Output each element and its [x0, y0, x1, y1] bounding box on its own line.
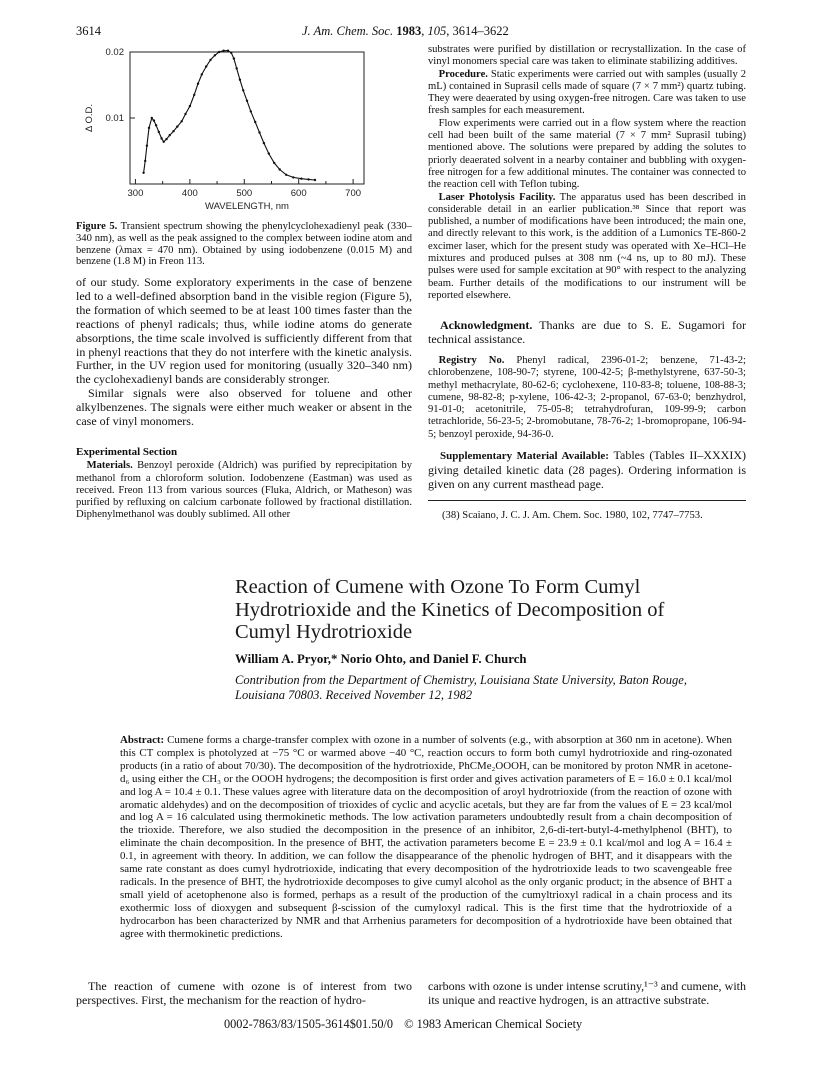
plot-frame — [130, 52, 364, 184]
abstract-text: Cumene forms a charge-transfer complex with ozone in a number of solvents (e.g., with absorption at 360 nm in acetone). When this CT complex is photolyzed at −75 °C or warmed above −40 °C, reaction occurs to form both cumyl hydrotrioxide and ring-ozonated products (in a ratio of about 70/30). The decomposition of the hydrotrioxide, PhCMe₂OOOH, can be monitored by proton NMR in acetone-d₆ using either the CH₃ or the OOOH hydrogens; the decomposition is first order and gives activation parameters of E = 16.0 ± 0.1 kcal/mol and log A = 10.4 ± 0.1. These values agree with literature data on the decomposition of aroyl hydrotrioxide (from the reaction of ozone with aromatic aldehydes) and on the decomposition of trioxides of cyclic and acyclic acetals, but they are far from the values of E = 23 kcal/mol and log A = 16 calculated using thermokinetic methods. The low activation parameters undoubtedly result from a chain decomposition of the trioxide. Therefore, we also studied the decomposition in the presence of an inhibitor, 2,6-di-tert-butyl-4-methylphenol (BHT), to eliminate the chain decomposition. In the presence of BHT, the activation parameters become E = 23.9 ± 0.1 kcal/mol and log A = 16.4 ± 0.1, in agreement with theory. In addition, we can follow the disappearance of the phenolic hydrogen of BHT, and it disappears with the same rate constant as does cumyl hydrotrioxide, indicating that every decomposition of the hydrotrioxide leads to two scavengeable free radicals. In the presence of BHT, the hydrotrioxide decomposes to give cumyl alcohol as the only organic product; in the absence of BHT a small yield of acetophenone also is formed, perhaps as a result of the production of the cumyltrioxyl radical in a chain process and its exothermic loss of dioxygen and subsequent β-scission of the cumyloxyl radical. This is the first time that the hydrotrioxide of a hydrocarbon has been characterized by NMR and that Arrhenius parameters for decomposition of a hydrotrioxide have been obtained that agree with thermokinetic predictions. — [120, 734, 732, 940]
data-point — [242, 89, 244, 91]
data-point — [246, 100, 248, 102]
data-point — [314, 179, 316, 181]
acknowledgment — [428, 319, 746, 347]
data-point — [155, 124, 157, 126]
section-heading: Experimental Section — [76, 446, 178, 458]
data-point — [285, 174, 287, 176]
article-title: Reaction of Cumene with Ozone To Form Cumyl Hydrotrioxide and the Kinetics of Decomposition of Cumyl Hydrotrioxide — [235, 576, 665, 643]
data-point — [197, 83, 199, 85]
data-point — [142, 172, 144, 174]
journal-pages: 3614–3622 — [452, 24, 509, 38]
procedure-text: Static experiments were carried out with samples (usually 2 mL) contained in Suprasil cells made of square (7 × 7 mm²) quartz tubing. They were deaerated by using oxygen-free nitrogen. Care was taken to use fresh samples for each measurement. — [428, 68, 746, 117]
data-point — [172, 130, 174, 132]
page-number: 3614 — [76, 24, 101, 38]
paragraph: substrates were purified by distillation or recrystallization. In the case of vinyl monomers special care was taken to eliminate stabilizing additives. — [428, 44, 746, 68]
footer-code: 0002-7863/83/1505-3614$01.50/0 — [224, 1017, 394, 1031]
ack-text: Thanks are due to S. E. Sugamori for technical assistance. — [428, 318, 746, 346]
supp-text: Tables (Tables II–XXXIX) giving detailed kinetic data (28 pages). Ordering information is given on any current masthead page. — [428, 448, 746, 491]
laser-text: The apparatus used has been described in considerable detail in an earlier publication.³⁸ Since that report was published, a number of modifications have been introduced; the main one, and directly relevant to this work, is the addition of a Lumonics TE-860-2 excimer laser, which for the present study was operated with Xe–HCl–He mixtures and produced pulses at 308 nm (~4 ns, up to 80 mJ). These pulses were used for sample excitation at 90° with respect to the analyzing beam. Further details of the modifications to our instrument will be reported elsewhere. — [428, 191, 746, 301]
data-point — [263, 142, 265, 144]
left-column-body — [76, 276, 412, 429]
data-point — [236, 67, 238, 69]
data-point — [163, 141, 165, 143]
data-point — [169, 134, 171, 136]
data-point — [250, 110, 252, 112]
article-authors: William A. Pryor,* Norio Ohto, and Daniel F. Church — [235, 652, 527, 666]
y-axis-label: Δ O.D. — [84, 104, 95, 132]
paragraph: of our study. Some exploratory experiments in the case of benzene led to a well-defined absorption band in the visible region (Figure 5), the formation of which seemed to be at least 100 times faster than the reactions of phenyl radicals; thus, while iodine atoms do generate absorptions, the time scale involved is sufficiently different from that in phenyl reactions that they do not interfere with the kinetic analysis. Further, in the UV region used for monitoring (usually 320–340 nm) the cyclohexadienyl bands are considerably stronger. — [76, 275, 412, 387]
journal-year: 1983 — [396, 24, 422, 38]
data-point — [258, 131, 260, 133]
chart-plot-area — [84, 47, 364, 212]
intro-right — [428, 980, 746, 1008]
procedure-label: Procedure. — [438, 68, 488, 80]
registry-text: Phenyl radical, 2396-01-2; benzene, 71-43-2; chlorobenzene, 108-90-7; styrene, 100-42-5; β-methylstyrene, 637-50-3; methyl methacrylate, 80-62-6; cyclohexene, 110-83-8; toluene, 108-88-3; cumene, 98-82-8; p-xylene, 106-42-3; 2-propanol, 67-63-0; benzhydrol, 91-01-0; acetonitrile, 75-05-8; tetrahydrofuran, 109-99-9; carbon tetrachloride, 56-23-5; 2-bromobutane, 78-76-2; 1-bromopropane, 106-94-5; benzoyl peroxide, 94-36-0. — [428, 355, 746, 440]
paragraph: Similar signals were also observed for toluene and other alkylbenzenes. The signals were either much weaker or absent in the case of vinyl monomers. — [76, 386, 412, 429]
paragraph: The reaction of cumene with ozone is of interest from two perspectives. First, the mechanism for the reaction of hydro- — [76, 979, 412, 1007]
figure-caption-text: Transient spectrum showing the phenylcyclohexadienyl peak (330–340 nm), as well as the peak assigned to the complex between iodine atom and benzene (λmax = 470 nm). Obtained by using iodobenzene (0.015 M) and benzene (1.8 M) in Freon 113. — [76, 221, 412, 268]
running-header: J. Am. Chem. Soc. 1983, 105, 3614–3622 — [302, 24, 509, 38]
spectrum-line — [144, 51, 315, 180]
footer-copyright: © 1983 American Chemical Society — [404, 1017, 583, 1031]
data-point — [279, 168, 281, 170]
data-point — [239, 79, 241, 81]
data-point — [148, 127, 150, 129]
data-point — [233, 57, 235, 59]
paragraph: Flow experiments were carried out in a flow system where the reaction cell had been built of the same material (7 × 7 mm² Suprasil tubing) mentioned above. The solutions were prepared by adding the solutes to priorly deaerated solvent in a nearby container and bubbling with oxygen-free nitrogen for a few additional minutes. The container was connected to the reaction cell with Teflon tubing. — [428, 117, 746, 191]
data-point — [189, 105, 191, 107]
materials-label: Materials. — [86, 460, 133, 472]
x-tick-label: 700 — [345, 188, 362, 199]
data-point — [205, 65, 207, 67]
figure-caption — [76, 221, 412, 268]
data-point — [254, 121, 256, 123]
data-point — [184, 113, 186, 115]
figure-5-chart — [76, 44, 412, 222]
data-point — [151, 117, 153, 119]
y-tick-label: 0.01 — [105, 113, 124, 124]
data-point — [222, 50, 224, 52]
x-tick-label: 600 — [290, 188, 307, 199]
registry-numbers — [428, 355, 746, 441]
x-tick-label: 500 — [236, 188, 253, 199]
x-tick-label: 300 — [127, 188, 144, 199]
data-point — [292, 176, 294, 178]
data-point — [218, 51, 220, 53]
data-point — [193, 94, 195, 96]
article-affiliation: Contribution from the Department of Chemistry, Louisiana State University, Baton Rouge, Louisiana 70803. Received November 12, 1982 — [235, 673, 687, 702]
data-point — [273, 162, 275, 164]
supp-label: Supplementary Material Available: — [440, 450, 609, 462]
data-point — [165, 138, 167, 140]
right-column-body — [428, 44, 746, 302]
journal-name: J. Am. Chem. Soc. — [302, 24, 394, 38]
data-point — [227, 50, 229, 52]
reference-divider — [428, 500, 746, 501]
abstract-label: Abstract: — [120, 734, 165, 746]
data-point — [307, 178, 309, 180]
supplementary-material — [428, 449, 746, 492]
y-tick-label: 0.02 — [105, 47, 124, 58]
data-point — [158, 131, 160, 133]
intro-left — [76, 980, 412, 1008]
experimental-section — [76, 446, 412, 522]
data-point — [160, 137, 162, 139]
paragraph: carbons with ozone is under intense scrutiny,¹⁻³ and cumene, with its unique and reactive hydrogen, is an attractive substrate. — [428, 979, 746, 1007]
data-point — [268, 152, 270, 154]
data-point — [181, 120, 183, 122]
data-point — [146, 145, 148, 147]
materials-text: Benzoyl peroxide (Aldrich) was purified by reprecipitation by methanol from a chloroform solution. Iodobenzene (Eastman) was used as received. Freon 113 from various sources (Fluka, Aldrich, or Matheson) was purified by refluxing on calcium carbonate followed by fractional distillation. Diphenylmethanol was doubly sublimed. All other — [76, 460, 412, 521]
footer — [224, 1017, 582, 1032]
data-point — [300, 178, 302, 180]
data-point — [176, 125, 178, 127]
data-point — [214, 54, 216, 56]
data-point — [209, 59, 211, 61]
x-tick-label: 400 — [181, 188, 198, 199]
data-point — [230, 52, 232, 54]
data-point — [201, 73, 203, 75]
figure-caption-label: Figure 5. — [76, 221, 118, 232]
data-point — [153, 119, 155, 121]
abstract — [120, 734, 732, 941]
journal-volume: 105 — [427, 24, 447, 38]
reference-38: (38) Scaiano, J. C. J. Am. Chem. Soc. 1980, 102, 7747–7753. — [442, 510, 703, 521]
x-axis-label: WAVELENGTH, nm — [205, 201, 289, 212]
laser-label: Laser Photolysis Facility. — [438, 191, 556, 203]
ack-label: Acknowledgment. — [440, 318, 533, 332]
registry-label: Registry No. — [438, 355, 505, 366]
data-point — [144, 160, 146, 162]
